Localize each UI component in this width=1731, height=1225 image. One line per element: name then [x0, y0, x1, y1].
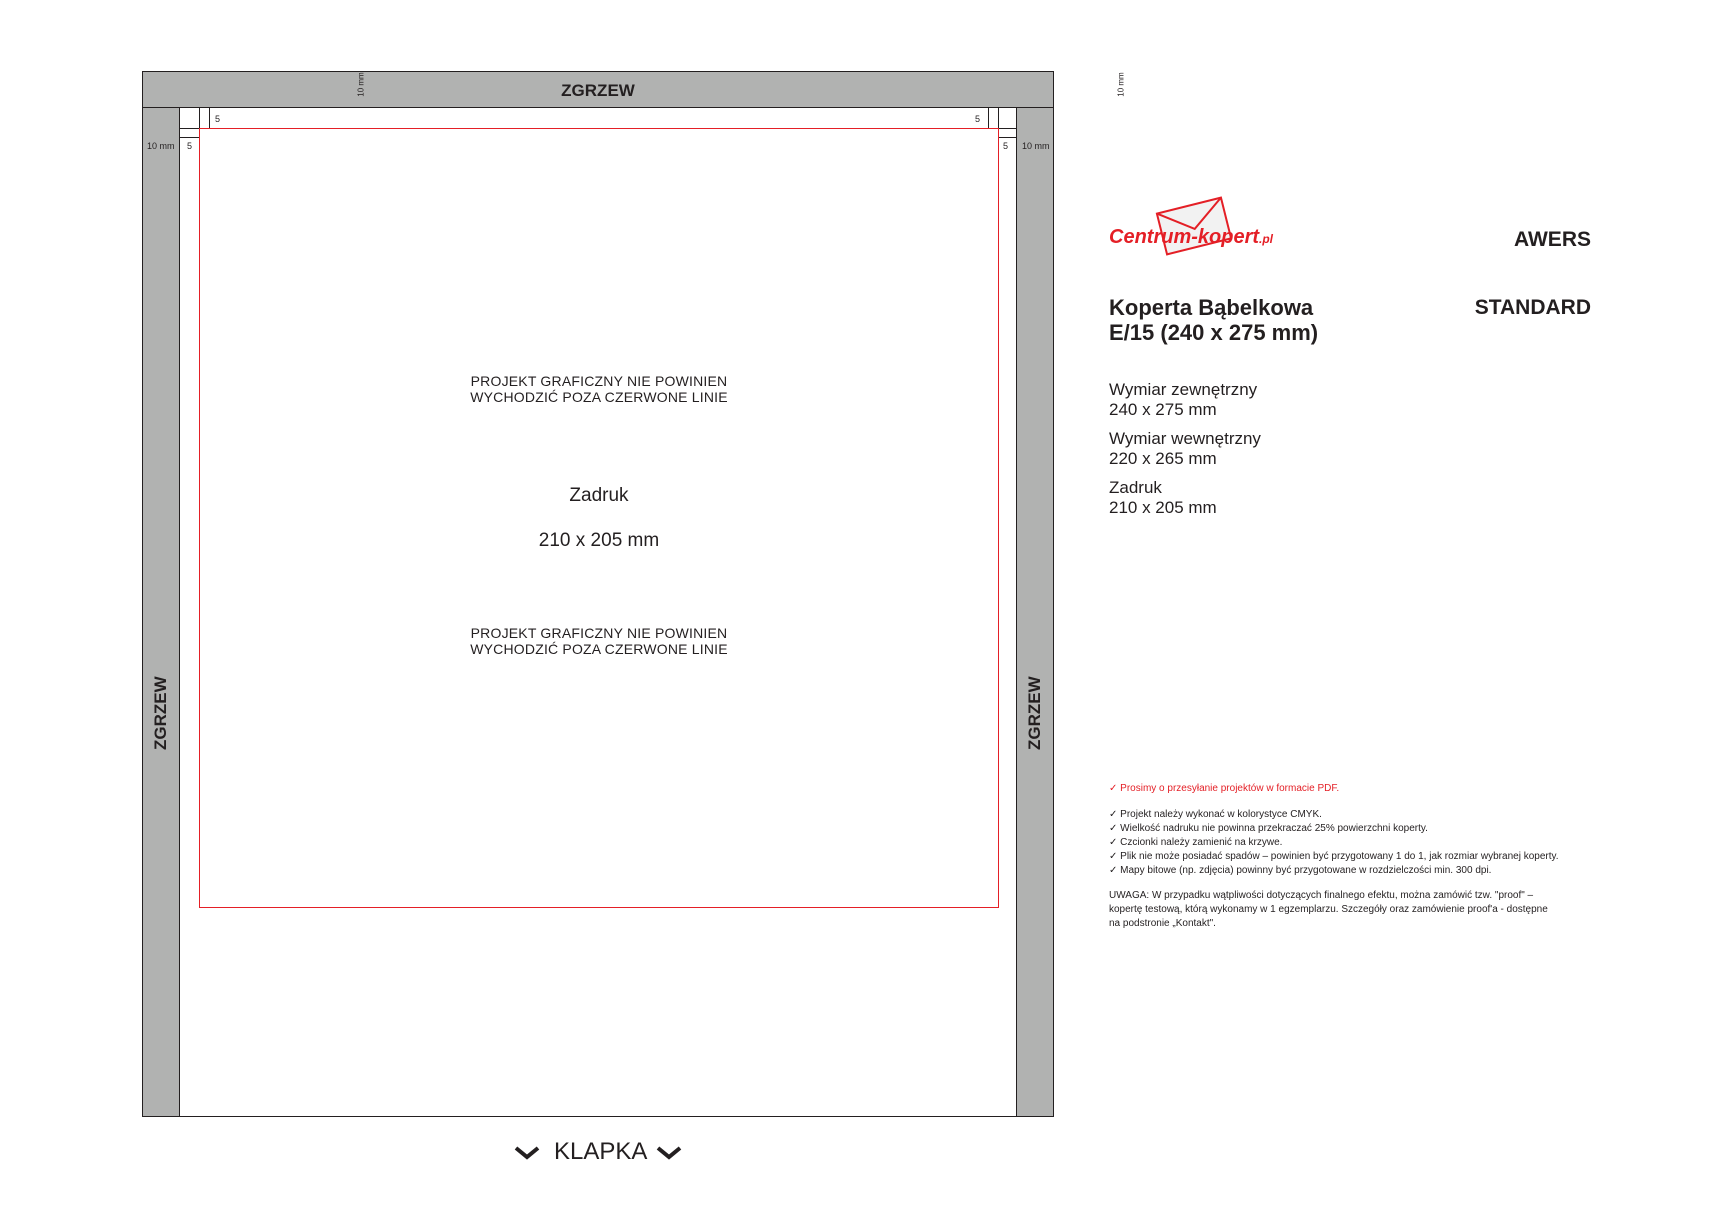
list-item: ✓ Czcionki należy zamienić na krzywe.: [1109, 837, 1283, 848]
chevron-down-icon: [514, 1146, 540, 1160]
side-label: AWERS: [1513, 228, 1591, 251]
list-item: ✓ Wielkość nadruku nie powinna przekraczać 25% powierzchni koperty.: [1109, 823, 1428, 834]
chevron-down-icon: [656, 1146, 682, 1160]
margin-10mm-left: 10 mm: [147, 141, 175, 151]
margin-5-top-right: 5: [975, 114, 981, 124]
guide-tick: [999, 137, 1016, 138]
print-area-size: 210 x 205 mm: [538, 530, 660, 551]
logo: [1109, 193, 1289, 263]
guide-tick: [180, 137, 199, 138]
seal-label-top: ZGRZEW: [561, 81, 635, 100]
flap-indicator: [514, 1137, 684, 1167]
guide-tick: [209, 108, 210, 128]
logo-suffix: .pl: [1259, 232, 1274, 246]
seal-strip-top: [142, 71, 1126, 108]
print-area-label: Zadruk: [569, 485, 629, 506]
spec-outer: Wymiar zewnętrzny 240 x 275 mm: [1109, 380, 1258, 419]
margin-10mm-top-left: 10 mm: [356, 72, 366, 97]
flap-label: KLAPKA: [554, 1138, 648, 1165]
seal-label-left: ZGRZEW: [151, 676, 170, 750]
guide-tick: [998, 108, 999, 128]
print-area-boundary: [199, 128, 999, 908]
margin-5-top-left: 5: [215, 114, 221, 124]
seal-strip-right: [1016, 108, 1054, 1117]
seal-strip-left: [142, 108, 180, 1117]
margin-10mm-right: 10 mm: [1022, 141, 1050, 151]
print-warning-bottom: PROJEKT GRAFICZNY NIE POWINIEN WYCHODZIĆ POZA CZERWONE LINIE: [470, 625, 728, 657]
guide-tick: [199, 108, 200, 128]
guide-tick: [999, 128, 1016, 129]
margin-5-right: 5: [1003, 141, 1009, 151]
print-warning-top: PROJEKT GRAFICZNY NIE POWINIEN WYCHODZIĆ POZA CZERWONE LINIE: [470, 373, 728, 405]
seal-label-right: ZGRZEW: [1025, 676, 1044, 750]
margin-10mm-top-right: 10 mm: [1116, 72, 1126, 97]
spec-print: Zadruk 210 x 205 mm: [1109, 478, 1217, 517]
product-title: Koperta Bąbelkowa E/15 (240 x 275 mm): [1109, 295, 1319, 345]
logo-brand: Centrum-kopert: [1109, 226, 1260, 248]
guide-tick: [988, 108, 989, 128]
note-pdf-request: ✓ Prosimy o przesyłanie projektów w formacie PDF.: [1109, 783, 1340, 794]
note-uwaga: UWAGA: W przypadku wątpliwości dotyczących finalnego efektu, można zamówić tzw. "proof" – kopertę testową, którą wykonamy w 1 egzemplarzu. Szczegóły oraz zamówienie proof'a - dostępne na podstronie „Kontakt".: [1109, 890, 1548, 929]
margin-5-left: 5: [187, 141, 193, 151]
list-item: ✓ Mapy bitowe (np. zdjęcia) powinny być przygotowane w rozdzielczości min. 300 dpi.: [1109, 865, 1492, 876]
variant-label: STANDARD: [1474, 296, 1591, 319]
note-list: [1109, 808, 1609, 878]
list-item: ✓ Plik nie może posiadać spadów – powinien być przygotowany 1 do 1, jak rozmiar wybranej koperty.: [1109, 851, 1559, 862]
guide-tick: [180, 128, 199, 129]
spec-inner: Wymiar wewnętrzny 220 x 265 mm: [1109, 429, 1261, 468]
list-item: ✓ Projekt należy wykonać w kolorystyce CMYK.: [1109, 809, 1322, 820]
